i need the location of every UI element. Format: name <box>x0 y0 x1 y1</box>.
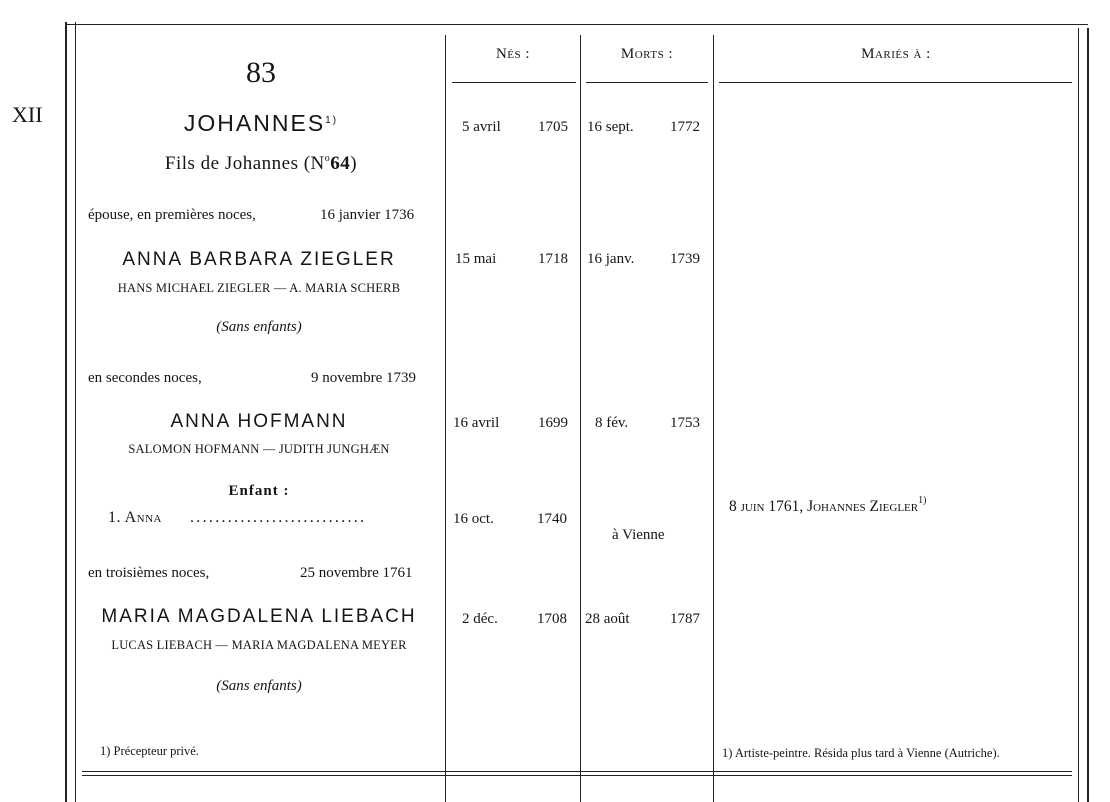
marriage2-born-day: 16 avril <box>453 415 500 431</box>
marriage3-parents: LUCAS LIEBACH — MARIA MAGDALENA MEYER <box>111 638 407 652</box>
child-married-text: 8 juin 1761, Johannes Ziegler <box>729 498 919 515</box>
marriage3-born-year: 1708 <box>537 611 567 627</box>
marriage1-children-note: (Sans enfants) <box>216 319 302 335</box>
marriage3-spouse: MARIA MAGDALENA LIEBACH <box>101 606 417 627</box>
frame-top <box>66 24 1088 25</box>
child-died-place: à Vienne <box>612 527 665 543</box>
subject-name <box>76 110 446 137</box>
frame-right-outer <box>1087 28 1089 802</box>
marriage3-date: 25 novembre 1761 <box>300 565 413 581</box>
parentage-close: ) <box>350 153 358 174</box>
marriage2-died-year: 1753 <box>670 415 700 431</box>
subject-born-day: 5 avril <box>462 119 501 135</box>
marriage3-children-note: (Sans enfants) <box>216 678 302 694</box>
child-born-year: 1740 <box>537 511 567 527</box>
child-married <box>729 495 926 516</box>
marriage1-label: épouse, en premières noces, <box>88 207 256 223</box>
footnote-left: 1) Précepteur privé. <box>100 744 199 758</box>
header-rule-maries <box>719 82 1072 83</box>
marriage1-parents: HANS MICHAEL ZIEGLER — A. MARIA SCHERB <box>117 281 401 295</box>
marriage2-date: 9 novembre 1739 <box>311 370 416 386</box>
marriage3-died-year: 1787 <box>670 611 700 627</box>
marriage2-died-day: 8 fév. <box>595 415 629 431</box>
subject-died-year: 1772 <box>670 119 700 135</box>
bottom-rule-top <box>82 771 1072 772</box>
subject-born-year: 1705 <box>538 119 568 135</box>
marriage2-label: en secondes noces, <box>88 370 202 386</box>
child-leader-dots: ............................ <box>190 509 367 526</box>
header-rule-morts <box>586 82 708 83</box>
marriage2-born-year: 1699 <box>538 415 568 431</box>
marriage2-parents: SALOMON HOFMANN — JUDITH JUNGHÆN <box>128 442 390 456</box>
parentage-super: o <box>324 153 331 164</box>
column-divider-1 <box>445 35 446 802</box>
parentage-text: Fils de Johannes (N <box>164 153 325 174</box>
parentage-number: 64 <box>330 153 351 174</box>
column-divider-2 <box>580 35 581 802</box>
margin-label: XII <box>12 102 43 127</box>
entry-number: 83 <box>246 56 276 89</box>
marriage1-died-year: 1739 <box>670 251 700 267</box>
column-divider-3 <box>713 35 714 802</box>
header-rule-nes <box>452 82 576 83</box>
header-nes: Nés : <box>495 46 531 62</box>
bottom-rule-bottom <box>82 775 1072 776</box>
marriage2-spouse: ANNA HOFMANN <box>170 411 348 432</box>
marriage1-spouse: ANNA BARBARA ZIEGLER <box>122 249 396 270</box>
subject-parentage <box>76 153 446 175</box>
marriage3-born-day: 2 déc. <box>462 611 498 627</box>
frame-left-outer <box>65 22 67 802</box>
marriage1-date: 16 janvier 1736 <box>320 207 415 223</box>
marriage1-born-year: 1718 <box>538 251 568 267</box>
subject-died-day: 16 sept. <box>587 119 634 135</box>
header-maries: Mariés à : <box>861 46 931 62</box>
footnote-right: 1) Artiste-peintre. Résida plus tard à Vienne (Autriche). <box>722 746 1000 760</box>
frame-right-inner <box>1078 28 1079 802</box>
subject-note-marker: 1) <box>325 115 339 126</box>
subject-name-text: JOHANNES <box>183 110 326 136</box>
marriage1-died-day: 16 janv. <box>587 251 635 267</box>
marriage1-born-day: 15 mai <box>455 251 497 267</box>
children-heading: Enfant : <box>228 483 290 499</box>
marriage3-died-day: 28 août <box>585 611 630 627</box>
child-born-day: 16 oct. <box>453 511 494 527</box>
child-married-note: 1) <box>918 495 927 506</box>
header-morts: Morts : <box>620 46 674 62</box>
child-label: 1. Anna <box>108 509 163 526</box>
marriage3-label: en troisièmes noces, <box>88 565 210 581</box>
